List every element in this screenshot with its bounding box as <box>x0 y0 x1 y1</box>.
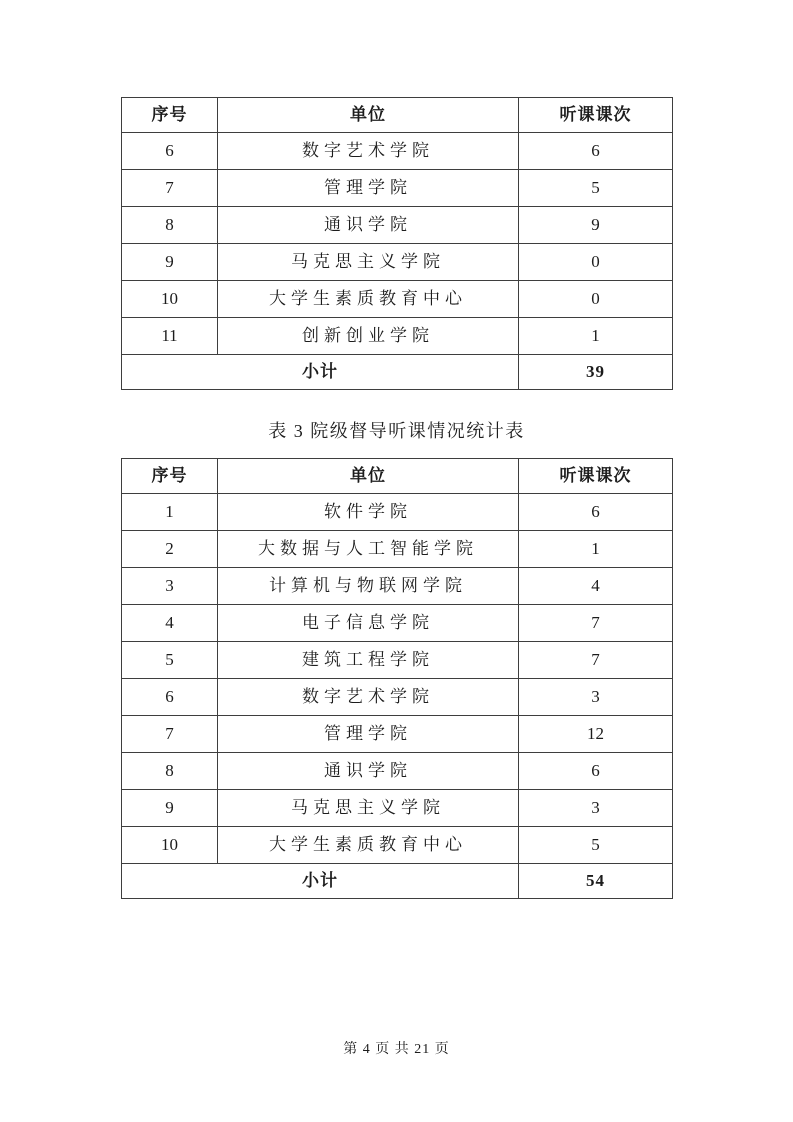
table-header-row <box>122 98 673 133</box>
table-row <box>122 642 673 679</box>
subtotal-label: 小计 <box>122 355 519 390</box>
cell-no: 4 <box>122 605 218 642</box>
table-3-caption: 表 3 院级督导听课情况统计表 <box>268 421 525 441</box>
cell-no: 9 <box>122 790 218 827</box>
column-header-no: 序号 <box>122 459 218 494</box>
cell-no: 10 <box>122 827 218 864</box>
cell-no: 9 <box>122 244 218 281</box>
table-row <box>122 753 673 790</box>
table-row <box>122 790 673 827</box>
stats-table-continued <box>121 97 673 390</box>
cell-count: 1 <box>519 318 673 355</box>
cell-count: 4 <box>519 568 673 605</box>
cell-unit: 数字艺术学院 <box>218 679 519 716</box>
cell-no: 10 <box>122 281 218 318</box>
table-row <box>122 207 673 244</box>
subtotal-row <box>122 864 673 899</box>
column-header-unit: 单位 <box>218 459 519 494</box>
cell-no: 6 <box>122 679 218 716</box>
cell-unit: 大学生素质教育中心 <box>218 827 519 864</box>
table-row <box>122 281 673 318</box>
cell-count: 6 <box>519 753 673 790</box>
cell-no: 6 <box>122 133 218 170</box>
cell-unit: 管理学院 <box>218 716 519 753</box>
cell-count: 1 <box>519 531 673 568</box>
column-header-unit: 单位 <box>218 98 519 133</box>
cell-count: 9 <box>519 207 673 244</box>
table-row <box>122 494 673 531</box>
cell-unit: 大数据与人工智能学院 <box>218 531 519 568</box>
cell-unit: 软件学院 <box>218 494 519 531</box>
table-row <box>122 244 673 281</box>
cell-unit: 大学生素质教育中心 <box>218 281 519 318</box>
cell-unit: 管理学院 <box>218 170 519 207</box>
cell-no: 3 <box>122 568 218 605</box>
table-row <box>122 318 673 355</box>
cell-no: 8 <box>122 753 218 790</box>
cell-no: 7 <box>122 170 218 207</box>
column-header-count: 听课课次 <box>519 98 673 133</box>
cell-no: 7 <box>122 716 218 753</box>
subtotal-value: 54 <box>519 864 673 899</box>
cell-unit: 马克思主义学院 <box>218 244 519 281</box>
table-row <box>122 716 673 753</box>
cell-unit: 数字艺术学院 <box>218 133 519 170</box>
cell-unit: 马克思主义学院 <box>218 790 519 827</box>
table-row <box>122 679 673 716</box>
table-row <box>122 170 673 207</box>
cell-no: 2 <box>122 531 218 568</box>
cell-count: 3 <box>519 790 673 827</box>
cell-unit: 通识学院 <box>218 753 519 790</box>
cell-count: 5 <box>519 827 673 864</box>
cell-unit: 电子信息学院 <box>218 605 519 642</box>
cell-unit: 计算机与物联网学院 <box>218 568 519 605</box>
cell-no: 1 <box>122 494 218 531</box>
table-row <box>122 605 673 642</box>
cell-no: 5 <box>122 642 218 679</box>
cell-no: 11 <box>122 318 218 355</box>
column-header-count: 听课课次 <box>519 459 673 494</box>
table-3-college-supervision-stats <box>121 458 673 899</box>
cell-no: 8 <box>122 207 218 244</box>
subtotal-label: 小计 <box>122 864 519 899</box>
cell-count: 7 <box>519 642 673 679</box>
cell-count: 7 <box>519 605 673 642</box>
cell-count: 5 <box>519 170 673 207</box>
subtotal-value: 39 <box>519 355 673 390</box>
cell-count: 12 <box>519 716 673 753</box>
cell-count: 6 <box>519 494 673 531</box>
cell-unit: 建筑工程学院 <box>218 642 519 679</box>
cell-count: 3 <box>519 679 673 716</box>
cell-count: 0 <box>519 281 673 318</box>
table-row <box>122 827 673 864</box>
table-row <box>122 531 673 568</box>
page-number: 第 4 页 共 21 页 <box>343 1042 450 1057</box>
column-header-no: 序号 <box>122 98 218 133</box>
subtotal-row <box>122 355 673 390</box>
cell-count: 6 <box>519 133 673 170</box>
table-header-row <box>122 459 673 494</box>
cell-unit: 通识学院 <box>218 207 519 244</box>
cell-count: 0 <box>519 244 673 281</box>
cell-unit: 创新创业学院 <box>218 318 519 355</box>
table-row <box>122 133 673 170</box>
table-row <box>122 568 673 605</box>
